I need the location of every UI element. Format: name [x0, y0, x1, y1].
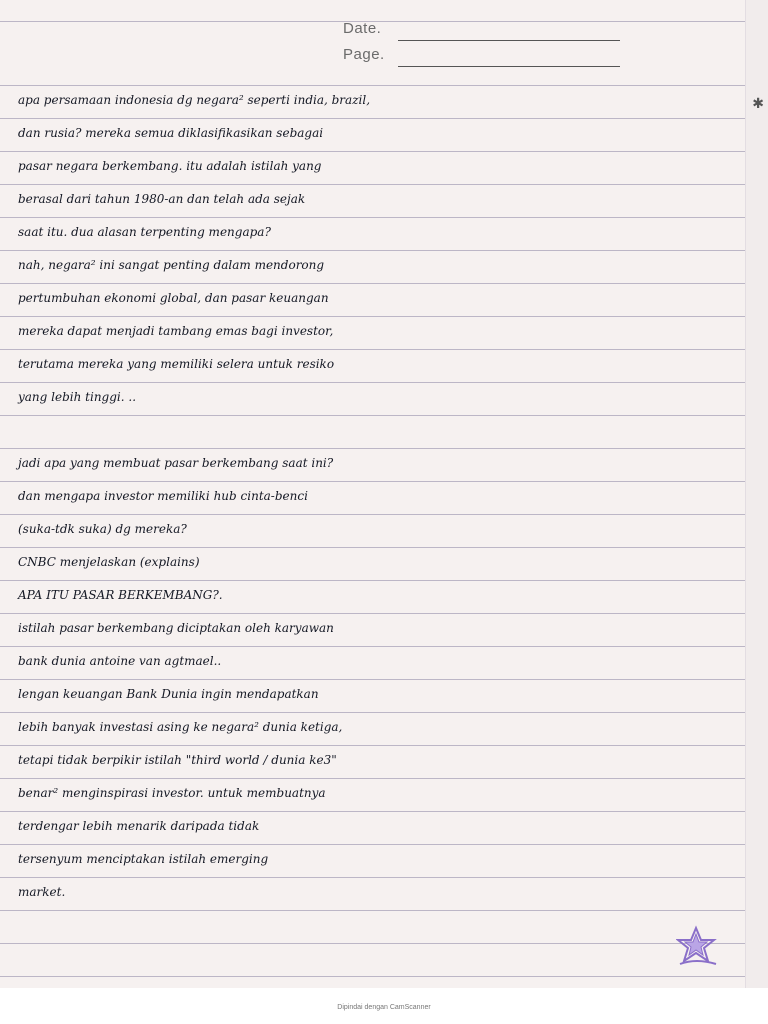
text-line: market.	[18, 885, 66, 899]
text-line	[18, 414, 738, 447]
text-line: CNBC menjelaskan (explains)	[18, 555, 200, 569]
text-line: dan rusia? mereka semua diklasifikasikan sebagai	[18, 126, 324, 140]
text-line: mereka dapat menjadi tambang emas bagi investor,	[18, 324, 334, 338]
text-line: terutama mereka yang memiliki selera untuk resiko	[18, 357, 335, 371]
page-label: Page.	[343, 46, 385, 63]
text-line: bank dunia antoine van agtmael..	[18, 654, 222, 668]
text-line: lengan keuangan Bank Dunia ingin mendapatkan	[18, 687, 319, 701]
text-line: APA ITU PASAR BERKEMBANG?.	[18, 588, 223, 602]
text-line: saat itu. dua alasan terpenting mengapa?	[18, 225, 271, 239]
text-line: dan mengapa investor memiliki hub cinta-benci	[18, 489, 308, 503]
text-line: jadi apa yang membuat pasar berkembang saat ini?	[18, 456, 334, 470]
text-line: berasal dari tahun 1980-an dan telah ada sejak	[18, 192, 306, 206]
scanner-footer: Dipindai dengan CamScanner	[337, 1004, 431, 1011]
text-line: yang lebih tinggi. ..	[18, 390, 137, 404]
text-line: (suka-tdk suka) dg mereka?	[18, 522, 187, 536]
text-line: pertumbuhan ekonomi global, dan pasar keuangan	[18, 291, 329, 305]
star-stamp-icon	[676, 924, 720, 968]
page-line	[398, 66, 620, 67]
handwritten-text	[18, 84, 738, 909]
text-line: pasar negara berkembang. itu adalah istilah yang	[18, 159, 322, 173]
text-line: nah, negara² ini sangat penting dalam mendorong	[18, 258, 325, 272]
text-line: tersenyum menciptakan istilah emerging	[18, 852, 269, 866]
text-line: lebih banyak investasi asing ke negara² dunia ketiga,	[18, 720, 343, 734]
text-line: terdengar lebih menarik daripada tidak	[18, 819, 260, 833]
text-line: apa persamaan indonesia dg negara² seperti india, brazil,	[18, 93, 371, 107]
text-line: tetapi tidak berpikir istilah "third world / dunia ke3"	[18, 753, 337, 767]
date-label: Date.	[343, 20, 382, 37]
right-margin	[745, 0, 768, 988]
date-line	[398, 40, 620, 41]
text-line: istilah pasar berkembang diciptakan oleh karyawan	[18, 621, 334, 635]
star-icon: ✱	[752, 96, 764, 112]
text-line: benar² menginspirasi investor. untuk membuatnya	[18, 786, 326, 800]
